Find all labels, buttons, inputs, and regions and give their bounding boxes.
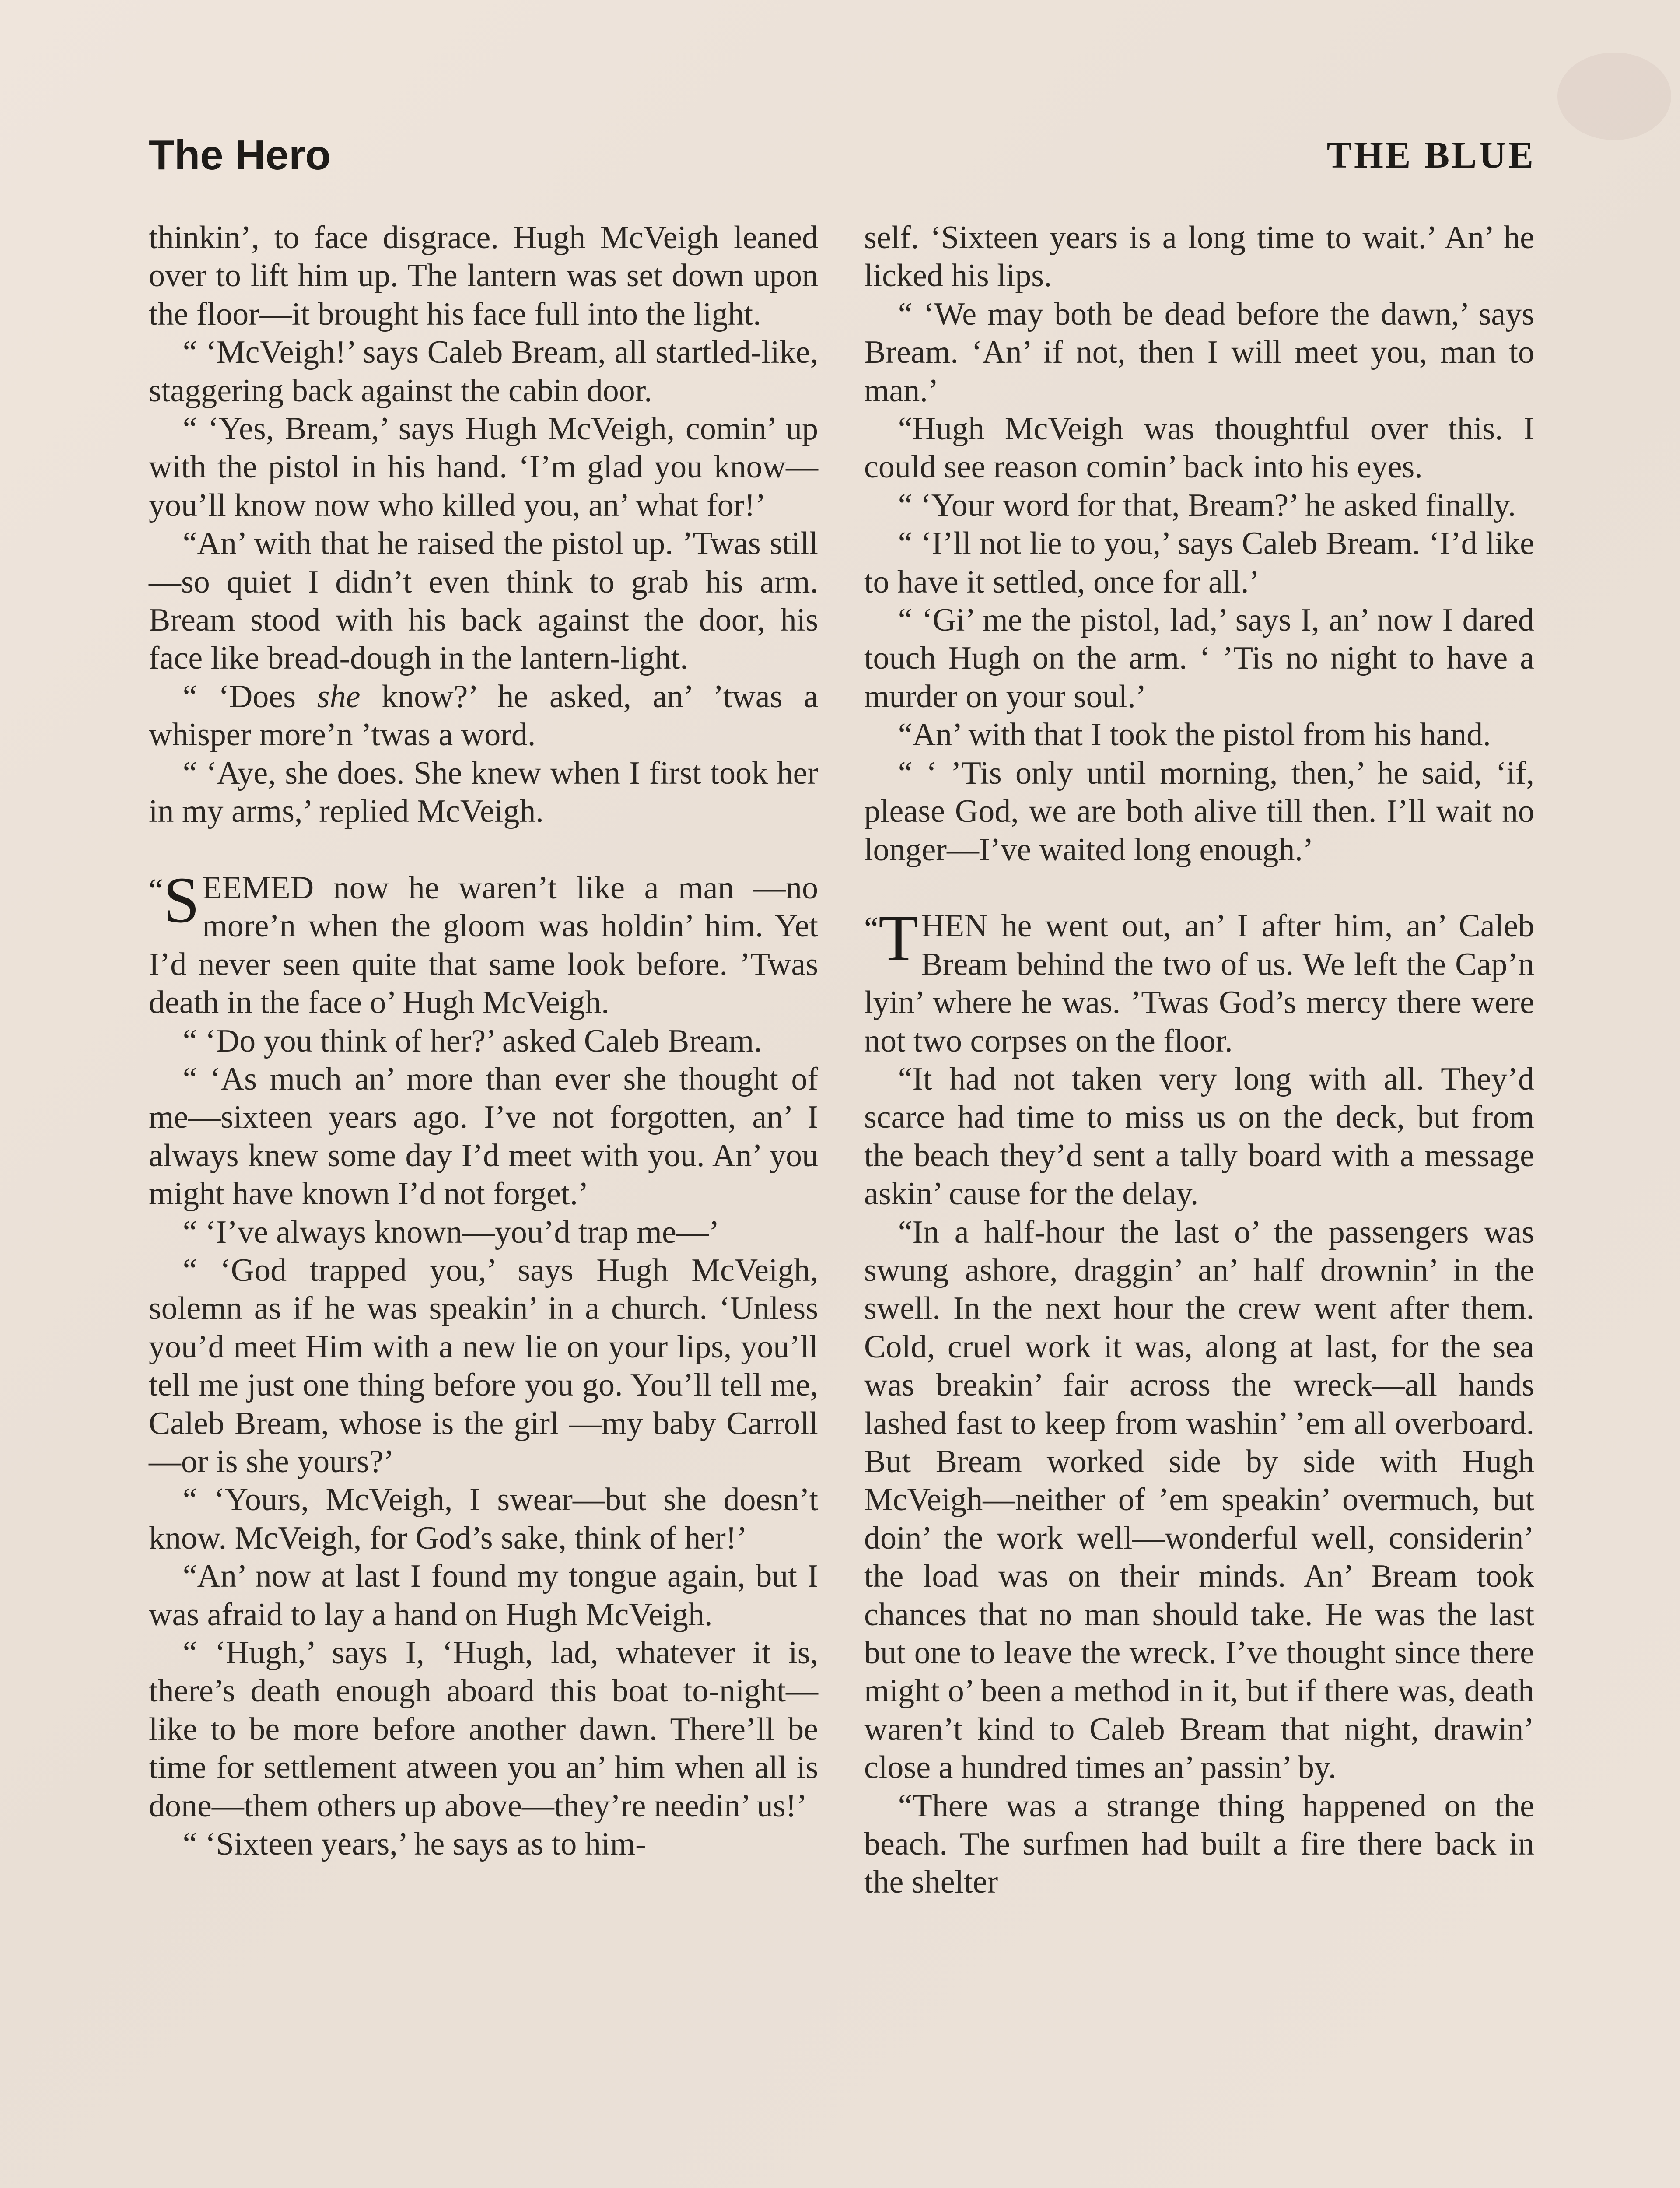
paragraph: “ ‘Yes, Bream,’ says Hugh McVeigh, comin’ up with the pistol in his hand. ‘I’m glad you know—you’ll know now who killed you, an’ what for!’	[149, 411, 818, 523]
running-header	[149, 131, 1536, 184]
paragraph-with-emphasis	[149, 678, 818, 754]
emphasis-text: “ ‘Does she know?’ he asked, an’ ’twas a whisper more’n ’twas a word.	[149, 678, 818, 753]
paragraph: “It had not taken very long with all. They’d scarce had time to miss us on the deck, but from the beach they’d sent a tally board with a message askin’ cause for the delay.	[864, 1061, 1534, 1212]
paragraph: “ ‘Yours, McVeigh, I swear—but she doesn’t know. McVeigh, for God’s sake, think of her!’	[149, 1482, 818, 1556]
paragraph: “Hugh McVeigh was thoughtful over this. I could see reason comin’ back into his eyes.	[864, 411, 1534, 485]
section-opening-paragraph	[864, 902, 1534, 1060]
paragraph: “ ‘Hugh,’ says I, ‘Hugh, lad, whatever it is, there’s death enough aboard this boat to-night—like to be more before another dawn. There’ll be time for settlement atween you an’ him when all is done—them others up above—they’re needin’ us!’	[149, 1635, 818, 1824]
paragraph: “There was a strange thing happened on the beach. The surfmen had built a fire there back in the shelter	[864, 1788, 1534, 1900]
paragraph: “An’ with that he raised the pistol up. ’Twas still—so quiet I didn’t even think to grab his arm. Bream stood with his back against the door, his face like bread-dough in the lantern-light.	[149, 526, 818, 677]
paragraph: “ ‘McVeigh!’ says Caleb Bream, all startled-like, staggering back against the cabin door.	[149, 334, 818, 409]
section-opening-paragraph	[149, 863, 818, 1022]
paragraph: “ ‘Aye, she does. She knew when I first took her in my arms,’ replied McVeigh.	[149, 755, 818, 830]
paragraph: self. ‘Sixteen years is a long time to wait.’ An’ he licked his lips.	[864, 220, 1534, 294]
drop-cap: “S	[149, 863, 200, 936]
paragraph: “ ‘I’ll not lie to you,’ says Caleb Bream. ‘I’d like to have it settled, once for all.’	[864, 526, 1534, 600]
page-stain	[1558, 53, 1671, 140]
paragraph: “ ‘We may both be dead before the dawn,’ says Bream. ‘An’ if not, then I will meet you, man to man.’	[864, 296, 1534, 409]
section-text: EEMED now he waren’t like a man —no more’n when the gloom was holdin’ him. Yet I’d never seen quite that same look before. ’Twas death in the face o’ Hugh McVeigh.	[149, 870, 818, 1021]
paragraph: “An’ now at last I found my tongue again, but I was afraid to lay a hand on Hugh McVeigh.	[149, 1558, 818, 1633]
paragraph: thinkin’, to face disgrace. Hugh McVeigh leaned over to lift him up. The lantern was set down upon the floor—it brought his face full into the light.	[149, 220, 818, 332]
left-column	[149, 219, 818, 1863]
magazine-title: THE BLUE	[1326, 134, 1536, 176]
paragraph: “ ‘ ’Tis only until morning, then,’ he said, ‘if, please God, we are both alive till then. I’ll wait no longer—I’ve waited long enough.’	[864, 755, 1534, 868]
story-title: The Hero	[149, 132, 331, 179]
paragraph: “ ‘Sixteen years,’ he says as to him-	[182, 1826, 646, 1862]
paragraph: “ ‘As much an’ more than ever she thought of me—sixteen years ago. I’ve not forgotten, an’ I always knew some day I’d meet with you. An’ you might have known I’d not forget.’	[149, 1061, 818, 1212]
paragraph: “ ‘Your word for that, Bream?’ he asked finally.	[898, 487, 1516, 523]
paragraph: “ ‘Do you think of her?’ asked Caleb Bream.	[182, 1023, 762, 1059]
paragraph: “ ‘Gi’ me the pistol, lad,’ says I, an’ now I dared touch Hugh on the arm. ‘ ’Tis no night to have a murder on your soul.’	[864, 602, 1534, 715]
section-text: HEN he went out, an’ I after him, an’ Caleb Bream behind the two of us. We left the Cap’n lyin’ where he was. ’Twas God’s mercy there were not two corpses on the floor.	[864, 908, 1534, 1059]
paragraph: “ ‘I’ve always known—you’d trap me—’	[182, 1214, 720, 1250]
paragraph: “In a half-hour the last o’ the passengers was swung ashore, draggin’ an’ half drownin’ in the swell. In the next hour the crew went after them. Cold, cruel work it was, along at last, for the sea was breakin’ fair across the wreck—all hands lashed fast to keep from washin’ ’em all overboard. But Bream worked side by side with Hugh McVeigh—neither of ’em speakin’ overmuch, but doin’ the work well—wonderful well, considerin’ the load was on their minds. An’ Bream took chances that no man should take. He was the last but one to leave the wreck. I’ve thought since there might o’ been a method in it, but if there was, death waren’t kind to Caleb Bream that night, drawin’ close a hundred times an’ passin’ by.	[864, 1214, 1534, 1786]
right-column	[864, 219, 1534, 1902]
paragraph: “ ‘God trapped you,’ says Hugh McVeigh, solemn as if he was speakin’ in a church. ‘Unless you’d meet Him with a new lie on your lips, you’ll tell me just one thing before you go. You’ll tell me, Caleb Bream, whose is the girl —my baby Carroll—or is she yours?’	[149, 1252, 818, 1480]
drop-cap: “T	[864, 902, 919, 975]
paragraph: “An’ with that I took the pistol from his hand.	[898, 717, 1491, 753]
